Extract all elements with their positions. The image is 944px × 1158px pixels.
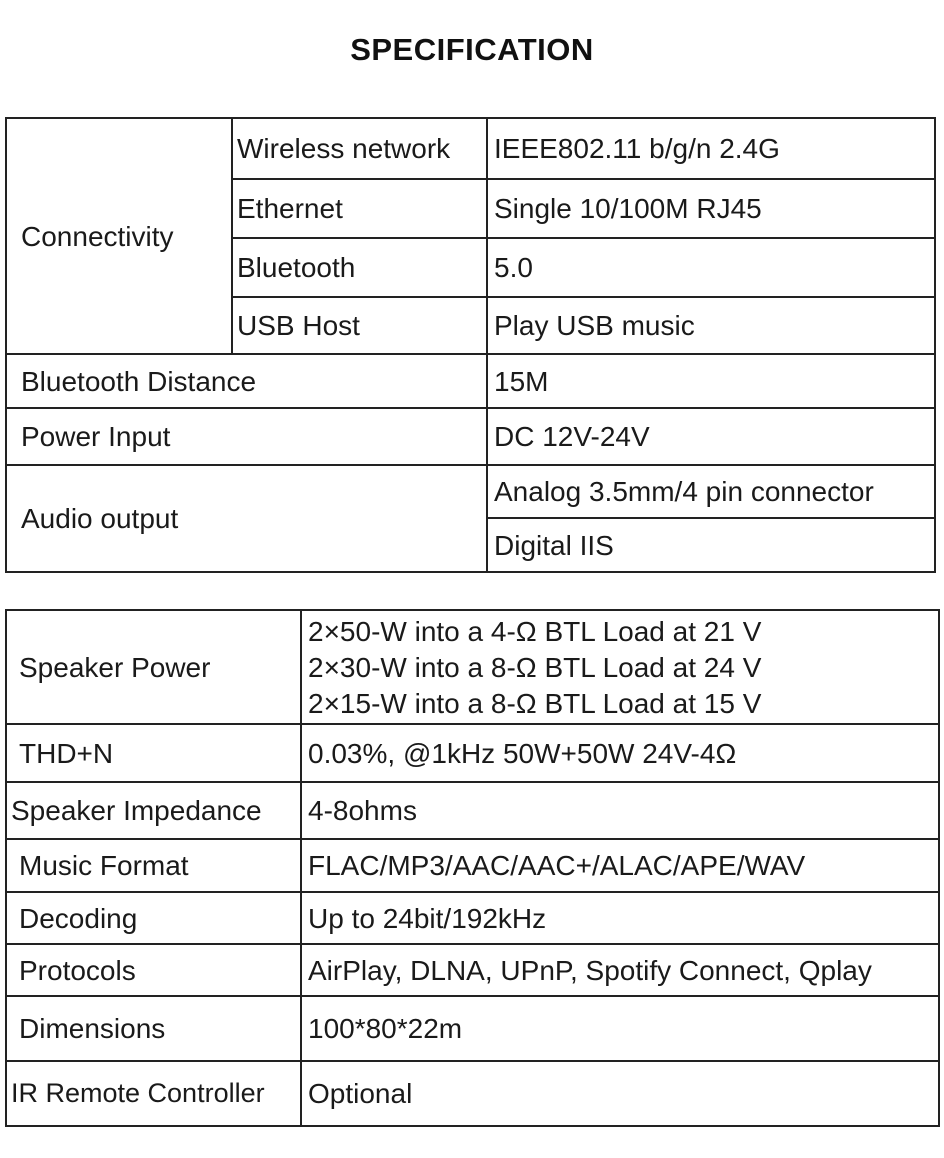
thdn-value: 0.03%, @1kHz 50W+50W 24V-4Ω	[308, 737, 737, 769]
bluetooth-distance-name: Bluetooth Distance	[21, 365, 257, 397]
dimensions-value: 100*80*22m	[308, 1013, 463, 1044]
ir-remote-name: IR Remote Controller	[11, 1077, 265, 1108]
bluetooth-name: Bluetooth	[237, 252, 356, 283]
wireless-network-name: Wireless network	[237, 133, 451, 164]
usb-host-value: Play USB music	[494, 310, 695, 341]
audio-output-name: Audio output	[21, 503, 179, 534]
speaker-power-line-1: 2×50-W into a 4-Ω BTL Load at 21 V	[308, 616, 762, 647]
audio-output-digital: Digital IIS	[494, 529, 614, 561]
ethernet-name: Ethernet	[237, 193, 343, 224]
ethernet-value: Single 10/100M RJ45	[494, 193, 762, 224]
decoding-value: Up to 24bit/192kHz	[308, 902, 547, 934]
speaker-impedance-name: Speaker Impedance	[11, 795, 262, 826]
spec-table-audio	[5, 609, 940, 1127]
speaker-power-line-3: 2×15-W into a 8-Ω BTL Load at 15 V	[308, 688, 762, 719]
ir-remote-value: Optional	[308, 1078, 413, 1109]
speaker-power-line-2: 2×30-W into a 8-Ω BTL Load at 24 V	[308, 652, 762, 683]
protocols-name: Protocols	[19, 954, 136, 986]
speaker-power-name: Speaker Power	[19, 651, 211, 683]
speaker-impedance-value: 4-8ohms	[308, 795, 417, 826]
thdn-name: THD+N	[19, 737, 114, 769]
bluetooth-value: 5.0	[494, 252, 533, 283]
audio-output-analog: Analog 3.5mm/4 pin connector	[494, 476, 874, 507]
decoding-name: Decoding	[19, 902, 138, 934]
connectivity-label: Connectivity	[21, 220, 174, 252]
wireless-network-value: IEEE802.11 b/g/n 2.4G	[494, 133, 780, 164]
spec-table-connectivity	[5, 117, 936, 573]
dimensions-name: Dimensions	[19, 1013, 166, 1044]
music-format-value: FLAC/MP3/AAC/AAC+/ALAC/APE/WAV	[308, 850, 806, 881]
music-format-name: Music Format	[19, 850, 189, 881]
bluetooth-distance-value: 15M	[494, 365, 549, 397]
power-input-value: DC 12V-24V	[494, 421, 650, 452]
speaker-power-values	[308, 613, 936, 723]
usb-host-name: USB Host	[237, 310, 360, 341]
protocols-value: AirPlay, DLNA, UPnP, Spotify Connect, Qplay	[308, 954, 872, 986]
page-title: SPECIFICATION	[350, 32, 594, 67]
power-input-name: Power Input	[21, 421, 171, 452]
